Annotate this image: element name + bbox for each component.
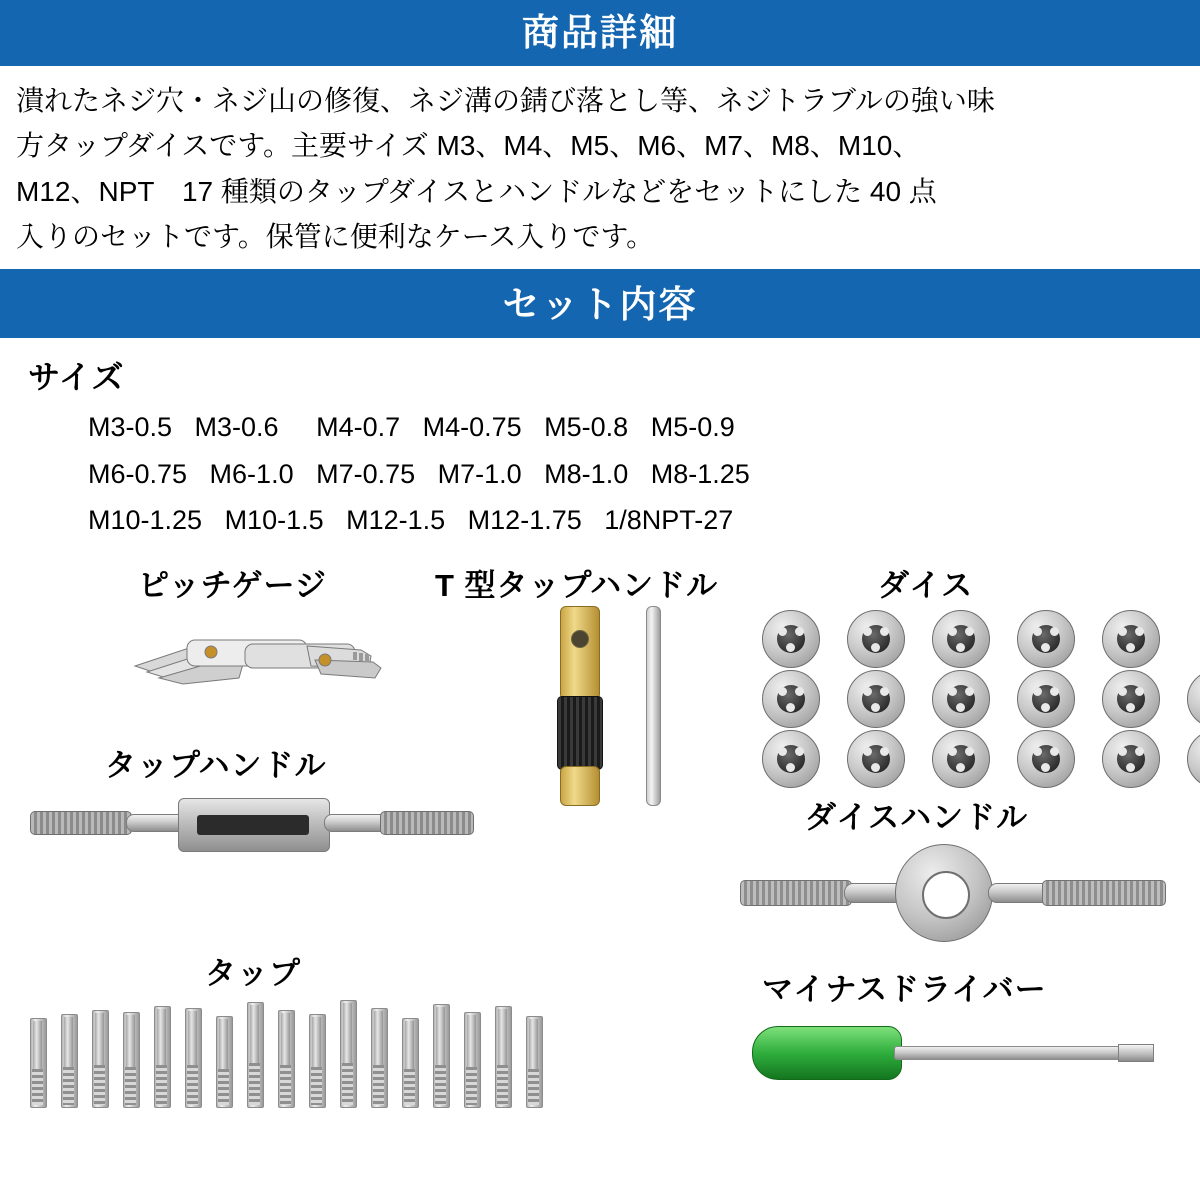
screwdriver-shaft [894, 1046, 1126, 1060]
die-handle-grip-right [1042, 880, 1166, 906]
die-item [1187, 730, 1200, 788]
size-row: M6-0.75 M6-1.0 M7-0.75 M7-1.0 M8-1.0 M8-1.25 [88, 458, 750, 489]
size-title: サイズ [28, 359, 125, 396]
die-item [762, 670, 820, 728]
die-item [932, 670, 990, 728]
label-pitch-gauge: ピッチゲージ [138, 567, 327, 603]
t-tap-handle-rod [646, 606, 661, 806]
screwdriver-flat-tip [1118, 1044, 1154, 1062]
t-tap-handle-image [540, 606, 720, 836]
die-item [847, 730, 905, 788]
die-item [1102, 610, 1160, 668]
tap-item [154, 1006, 171, 1108]
tap-handle-shaft-left [126, 814, 186, 832]
die-item [847, 670, 905, 728]
t-tap-handle-brass-body [560, 606, 600, 700]
product-description [0, 66, 1200, 269]
tap-item [216, 1016, 233, 1108]
pitch-gauge-image [125, 622, 385, 702]
tap-item [340, 1000, 357, 1108]
set-contents-block [0, 352, 1200, 543]
label-flathead-screwdriver: マイナスドライバー [762, 971, 1047, 1007]
die-item [1017, 670, 1075, 728]
tap-item [495, 1006, 512, 1108]
die-item [1102, 670, 1160, 728]
tap-item [185, 1008, 202, 1108]
product-images-area [0, 544, 1200, 1104]
size-row: M10-1.25 M10-1.5 M12-1.5 M12-1.75 1/8NPT-27 [88, 505, 734, 536]
tap-item [61, 1014, 78, 1108]
label-die-handle: ダイスハンドル [805, 799, 1029, 835]
die-handle-ring [895, 844, 993, 942]
description-line-1: 潰れたネジ穴・ネジ山の修復、ネジ溝の錆び落とし等、ネジトラブルの強い味 [16, 85, 995, 116]
die-item [1017, 610, 1075, 668]
die-item [762, 610, 820, 668]
tap-handle-shaft-right [324, 814, 388, 832]
size-row: M3-0.5 M3-0.6 M4-0.7 M4-0.75 M5-0.8 M5-0.9 [88, 412, 735, 443]
tap-handle-grip-left [30, 811, 132, 835]
label-t-tap-handle: T 型タップハンドル [435, 567, 719, 603]
die-item [847, 610, 905, 668]
screwdriver-handle [752, 1026, 902, 1080]
die-item [932, 730, 990, 788]
tap-item [371, 1008, 388, 1108]
die-item [1017, 730, 1075, 788]
tap-handle-center-block [178, 798, 330, 852]
die-handle-image [740, 844, 1180, 954]
description-line-4: 入りのセットです。保管に便利なケース入りです。 [16, 221, 655, 253]
taps-image [30, 996, 550, 1106]
die-item [1102, 730, 1160, 788]
section-header-product-detail: 商品詳細 [0, 0, 1200, 66]
tap-item [464, 1012, 481, 1108]
tap-handle-jaw-slot [197, 815, 309, 835]
description-line-3: M12、NPT 17 種類のタップダイスとハンドルなどをセットにした 40 点 [16, 175, 937, 207]
tap-handle-grip-right [380, 811, 474, 835]
screwdriver-image [752, 1014, 1182, 1094]
die-item [932, 610, 990, 668]
die-handle-grip-left [740, 880, 852, 906]
tap-handle-image [30, 794, 475, 856]
tap-item [278, 1010, 295, 1108]
tap-item [123, 1012, 140, 1108]
label-tap-handle: タップハンドル [105, 747, 327, 783]
tap-item [30, 1018, 47, 1108]
tap-item [309, 1014, 326, 1108]
size-list [88, 404, 1200, 543]
pitch-gauge-icon [125, 622, 385, 702]
die-item [762, 730, 820, 788]
dies-image [762, 610, 1182, 790]
die-item [1187, 670, 1200, 728]
tap-item [247, 1002, 264, 1108]
tap-item [526, 1016, 543, 1108]
t-tap-handle-collet [560, 766, 600, 806]
t-tap-handle-hole [571, 630, 589, 648]
description-line-2: 方タップダイスです。主要サイズ M3、M4、M5、M6、M7、M8、M10、 [16, 130, 921, 162]
section-header-set-contents: セット内容 [0, 272, 1200, 338]
label-dies: ダイス [878, 567, 974, 603]
tap-item [92, 1010, 109, 1108]
t-tap-handle-knurled-grip [557, 696, 603, 770]
label-taps: タップ [205, 955, 301, 991]
tap-item [402, 1018, 419, 1108]
tap-item [433, 1004, 450, 1108]
